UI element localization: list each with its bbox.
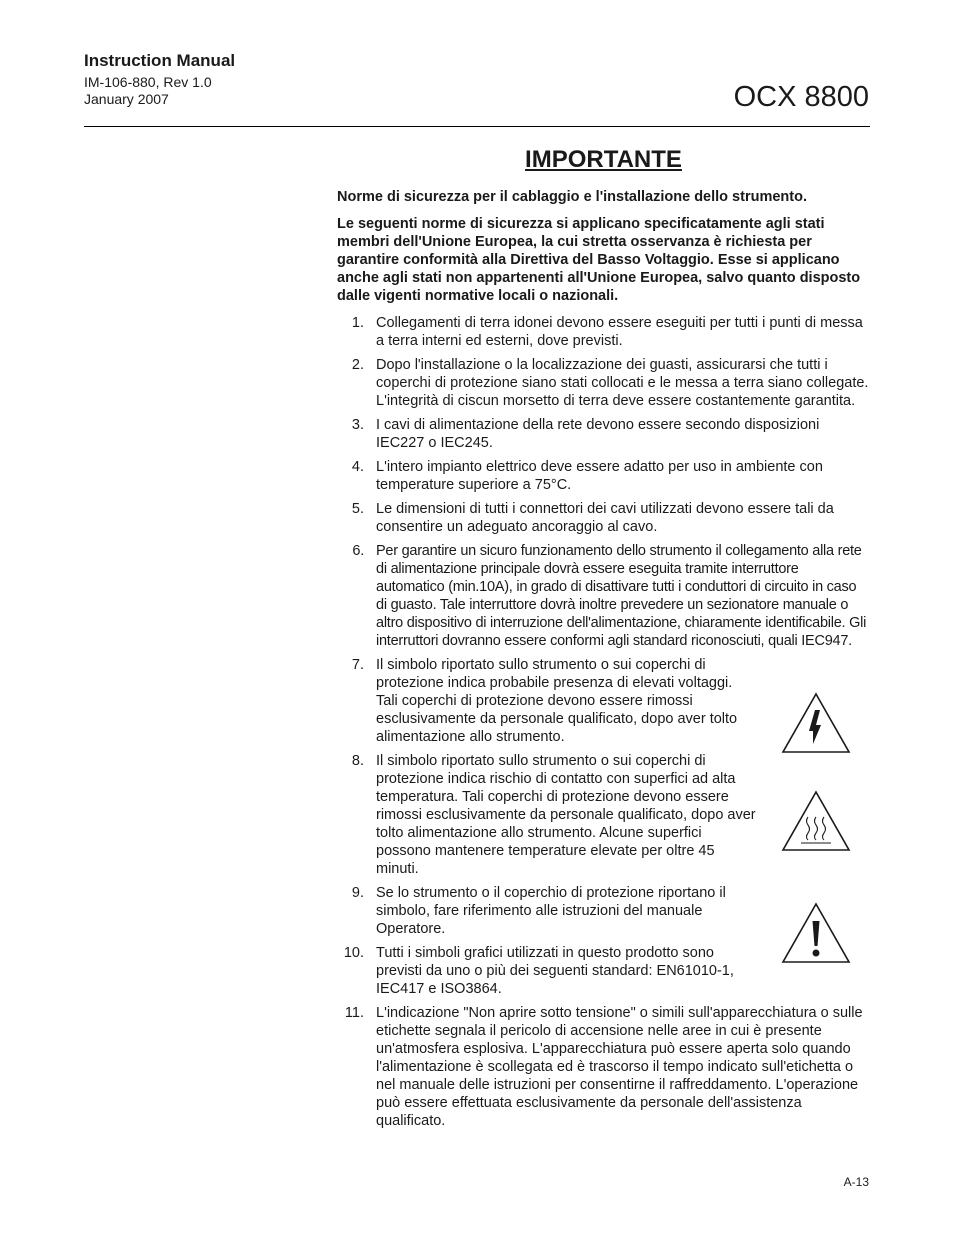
item-number: 1.: [351, 315, 364, 331]
item-text: L'intero impianto elettrico deve essere adatto per uso in ambiente con temperature superiore a 75°C.: [376, 459, 823, 493]
caution-exclamation-icon: [781, 902, 851, 964]
list-item: [337, 416, 870, 452]
document-number: IM-106-880, Rev 1.0: [84, 74, 212, 90]
item-number: 7.: [351, 657, 364, 673]
document-header: [84, 51, 235, 108]
intro-line-1: Norme di sicurezza per il cablaggio e l'installazione dello strumento.: [337, 189, 807, 205]
item-number: 6.: [352, 543, 364, 559]
item-text: Il simbolo riportato sullo strumento o sui coperchi di protezione indica rischio di contatto con superfici ad alta temperatura. Tali coperchi di protezione devono essere rimossi esclusivamente da personale qualificato, dopo aver tolto alimentazione allo strumento. Alcune superfici possono mantenere temperature elevate per oltre 45 minuti.: [376, 753, 756, 877]
item-text: Dopo l'installazione o la localizzazione dei guasti, assicurarsi che tutti i coperchi di protezione siano stati collocati e le messa a terra siano collegate. L'integrità di ciscun morsetto di terra deve essere costantemente garantita.: [376, 357, 869, 409]
item-text: Il simbolo riportato sullo strumento o sui coperchi di protezione indica probabile presenza di elevati voltaggi. Tali coperchi di protezione devono essere rimossi esclusivamente da personale qualificato, dopo aver tolto alimentazione allo strumento.: [376, 657, 738, 745]
page-number: A-13: [843, 1175, 869, 1189]
item-text: L'indicazione "Non aprire sotto tensione" o simili sull'apparecchiatura o sulle etichette segnala il pericolo di accensione nelle aree in cui è presente un'atmosfera esplosiva. L'apparecchiatura può essere aperta solo quando l'alimentazione è scollegata ed è trascorso il tempo indicato sull'etichetta o nel manuale delle istruzioni per consentirne il raffreddamento. L'operazione può essere effettuata esclusivamente da personale dell'assistenza qualificato.: [376, 1005, 863, 1129]
list-item: [337, 1004, 870, 1130]
manual-title: Instruction Manual: [84, 51, 236, 70]
high-voltage-warning-icon: [781, 692, 851, 754]
list-item: [337, 752, 756, 878]
item-number: 4.: [351, 459, 364, 475]
item-number: 10.: [343, 945, 364, 961]
page-heading: IMPORTANTE: [525, 146, 682, 173]
item-number: 2.: [351, 357, 364, 373]
item-number: 5.: [351, 501, 364, 517]
header-divider: [84, 126, 870, 127]
list-item: [337, 500, 870, 536]
document-date: January 2007: [84, 91, 169, 107]
list-item: [337, 458, 870, 494]
list-item: [337, 656, 756, 746]
item-text: Per garantire un sicuro funzionamento dello strumento il collegamento alla rete di alimentazione principale dovrà essere eseguita tramite interruttore automatico (min.10A), in grado di disattivare tutti i conduttori di circuito in caso di guasto. Tale interruttore dovrà inoltre prevedere un sezionatore manuale o altro dispositivo di interruzione dell'alimentazione, chiaramente identificabile. Gli interruttori dovranno essere conformi agli standard riconosciuti, quali IEC947.: [376, 543, 867, 649]
list-item: [337, 884, 756, 938]
item-text: I cavi di alimentazione della rete devono essere secondo disposizioni IEC227 o IEC245.: [376, 417, 820, 451]
item-number: 9.: [351, 885, 364, 901]
item-number: 3.: [351, 417, 364, 433]
item-text: Se lo strumento o il coperchio di protezione riportano il simbolo, fare riferimento alle istruzioni del manuale Operatore.: [376, 885, 726, 937]
list-item: [337, 314, 870, 350]
item-text: Collegamenti di terra idonei devono essere eseguiti per tutti i punti di messa a terra interni ed esterni, dove previsti.: [376, 315, 863, 349]
item-number: 8.: [351, 753, 364, 769]
item-text: Le dimensioni di tutti i connettori dei cavi utilizzati devono essere tali da consentire un adeguato ancoraggio al cavo.: [376, 501, 834, 535]
intro-line-2: Le seguenti norme di sicurezza si applicano specificatamente agli stati membri dell'Unione Europea, la cui stretta osservanza è richiesta per garantire conformità alla Direttiva del Basso Voltaggio. Esse si applicano anche agli stati non appartenenti all'Unione Europea, salvo quanto disposto dalle vigenti normative locali o nazionali.: [337, 216, 861, 304]
main-content: [337, 146, 870, 1136]
item-number: 11.: [344, 1005, 364, 1021]
product-name: OCX 8800: [733, 81, 869, 113]
hot-surface-warning-icon: [781, 790, 851, 852]
list-item: [337, 356, 870, 410]
list-item: [337, 542, 870, 650]
item-text: Tutti i simboli grafici utilizzati in questo prodotto sono previsti da uno o più dei seguenti standard: EN61010-1, IEC417 e ISO3864.: [376, 945, 734, 997]
list-item: [337, 944, 756, 998]
